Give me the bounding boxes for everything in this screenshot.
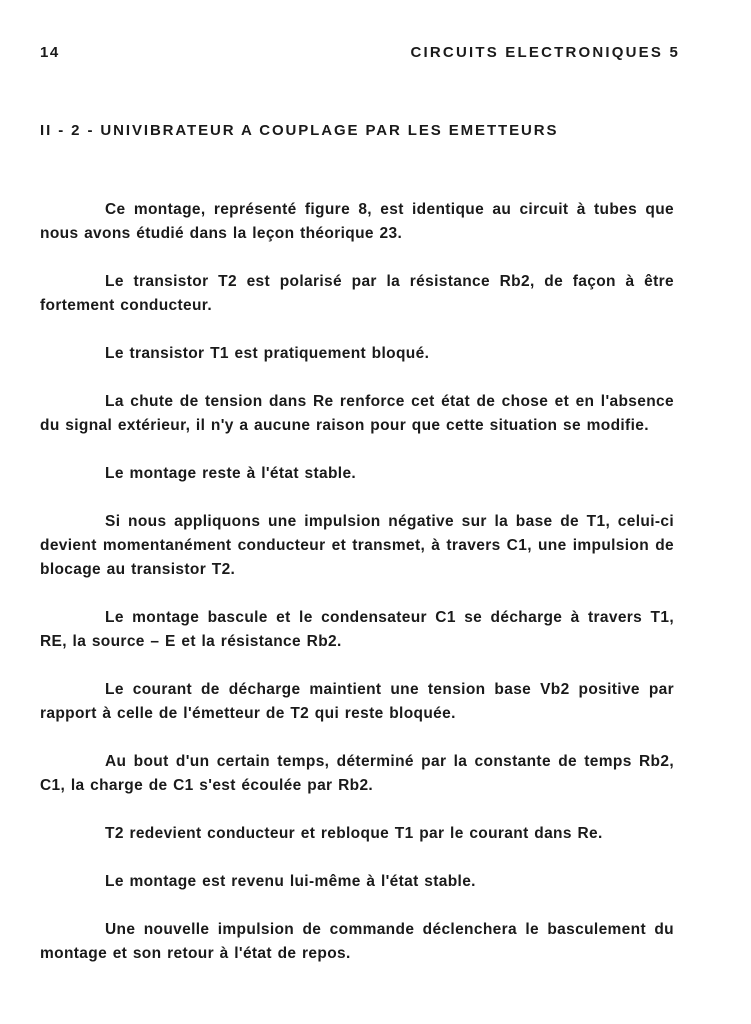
paragraph: Le courant de décharge maintient une tension base Vb2 positive par rapport à celle de l'émetteur de T2 qui reste bloquée. — [40, 681, 674, 722]
paragraph: Le transistor T2 est polarisé par la résistance Rb2, de façon à être fortement conducteur. — [40, 273, 674, 314]
page-number: 14 — [40, 44, 60, 61]
paragraph: Au bout d'un certain temps, déterminé par la constante de temps Rb2, C1, la charge de C1 s'est écoulée par Rb2. — [40, 753, 674, 794]
paragraph: T2 redevient conducteur et rebloque T1 par le courant dans Re. — [105, 825, 603, 842]
paragraph: Le montage bascule et le condensateur C1 se décharge à travers T1, RE, la source – E et la résistance Rb2. — [40, 609, 674, 650]
paragraph: Le montage est revenu lui-même à l'état stable. — [105, 873, 476, 890]
paragraph: Si nous appliquons une impulsion négative sur la base de T1, celui-ci devient momentanément conducteur et transmet, à travers C1, une impulsion de blocage au transistor T2. — [40, 513, 674, 578]
paragraph: Une nouvelle impulsion de commande déclenchera le basculement du montage et son retour à l'état de repos. — [40, 921, 674, 962]
running-title: CIRCUITS ELECTRONIQUES 5 — [410, 44, 680, 61]
section-title: II - 2 - UNIVIBRATEUR A COUPLAGE PAR LES EMETTEURS — [40, 122, 559, 139]
paragraph: Le montage reste à l'état stable. — [105, 465, 357, 482]
body-text — [40, 198, 674, 990]
paragraph: Le transistor T1 est pratiquement bloqué. — [105, 345, 430, 362]
paragraph: La chute de tension dans Re renforce cet état de chose et en l'absence du signal extérieur, il n'y a aucune raison pour que cette situation se modifie. — [40, 393, 674, 434]
paragraph: Ce montage, représenté figure 8, est identique au circuit à tubes que nous avons étudié dans la leçon théorique 23. — [40, 201, 674, 242]
page-header — [40, 44, 680, 68]
